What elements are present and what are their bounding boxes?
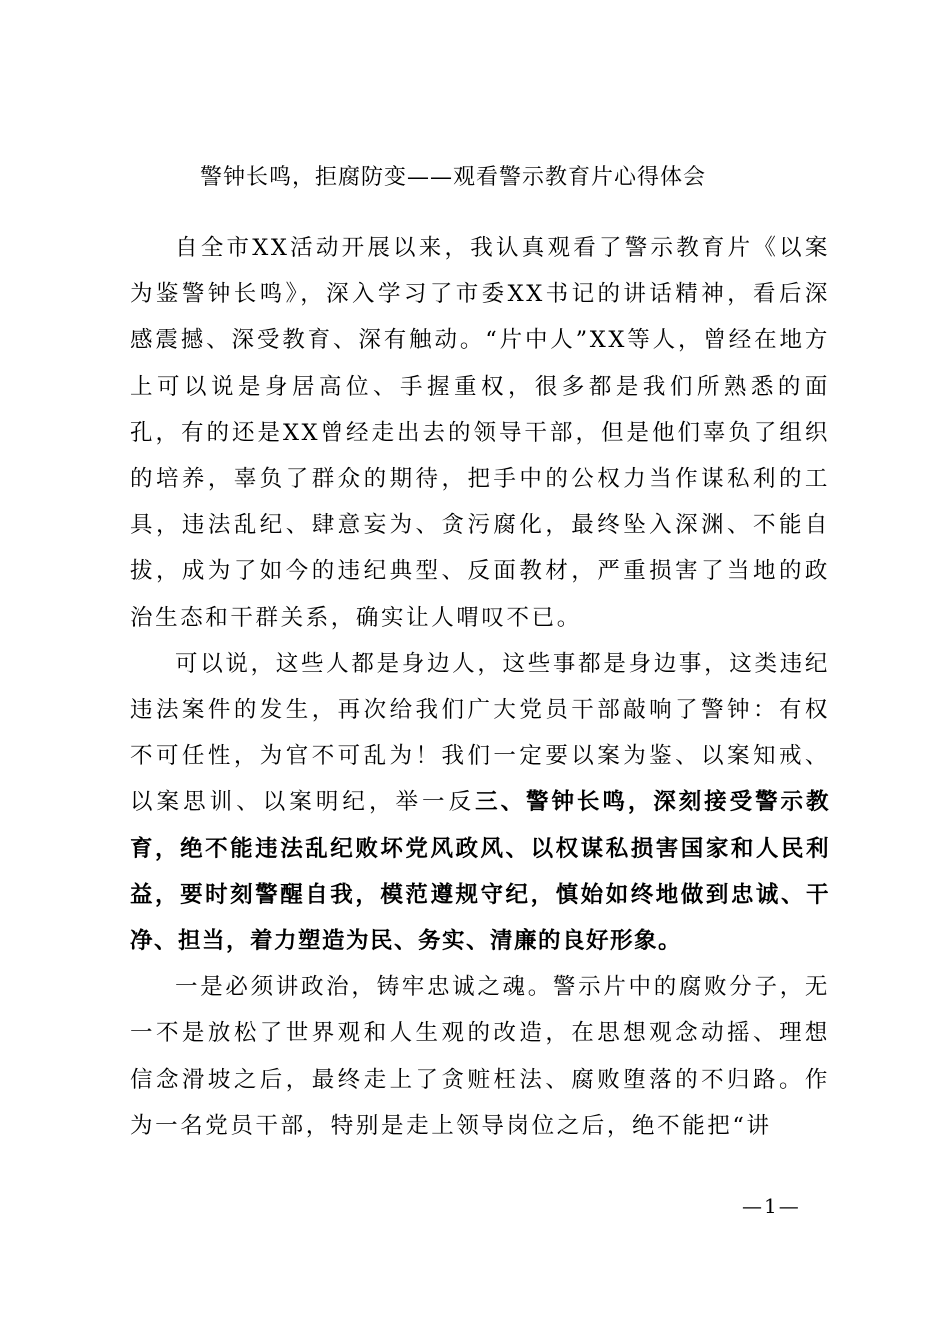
document-body bbox=[130, 225, 830, 1149]
paragraph-2-bold-text: 三、警钟长鸣，深刻接受警示教育，绝不能违法乱纪败坏党风政风、以权谋私损害国家和人民利益，要时刻警醒自我，模范遵规守纪，慎始如终地做到忠诚、干净、担当，着力塑造为民、务实、清廉的良好形象。 bbox=[130, 789, 830, 955]
paragraph-2-text: 可以说，这些人都是身边人，这些事都是身边事，这类违纪违法案件的发生，再次给我们广大党员干部敲响了警钟：有权不可任性，为官不可乱为！我们一定要以案为鉴、以案知戒、以案思训、以案明纪，举一反 bbox=[130, 650, 830, 816]
paragraph-2 bbox=[130, 641, 830, 964]
page-number: —1— bbox=[742, 1194, 801, 1218]
paragraph-1: 自全市XX活动开展以来，我认真观看了警示教育片《以案为鉴警钟长鸣》，深入学习了市委XX书记的讲话精神，看后深感震撼、深受教育、深有触动。“片中人”XX等人，曾经在地方上可以说是身居高位、手握重权，很多都是我们所熟悉的面孔，有的还是XX曾经走出去的领导干部，但是他们辜负了组织的培养，辜负了群众的期待，把手中的公权力当作谋私利的工具，违法乱纪、肆意妄为、贪污腐化，最终坠入深渊、不能自拔，成为了如今的违纪典型、反面教材，严重损害了当地的政治生态和干群关系，确实让人喟叹不已。 bbox=[130, 235, 830, 631]
paragraph-3: 一是必须讲政治，铸牢忠诚之魂。警示片中的腐败分子，无一不是放松了世界观和人生观的改造，在思想观念动摇、理想信念滑坡之后，最终走上了贪赃枉法、腐败堕落的不归路。作为一名党员干部，特别是走上领导岗位之后，绝不能把“讲 bbox=[130, 974, 830, 1139]
document-title: 警钟长鸣，拒腐防变——观看警示教育片心得体会 bbox=[200, 165, 707, 190]
